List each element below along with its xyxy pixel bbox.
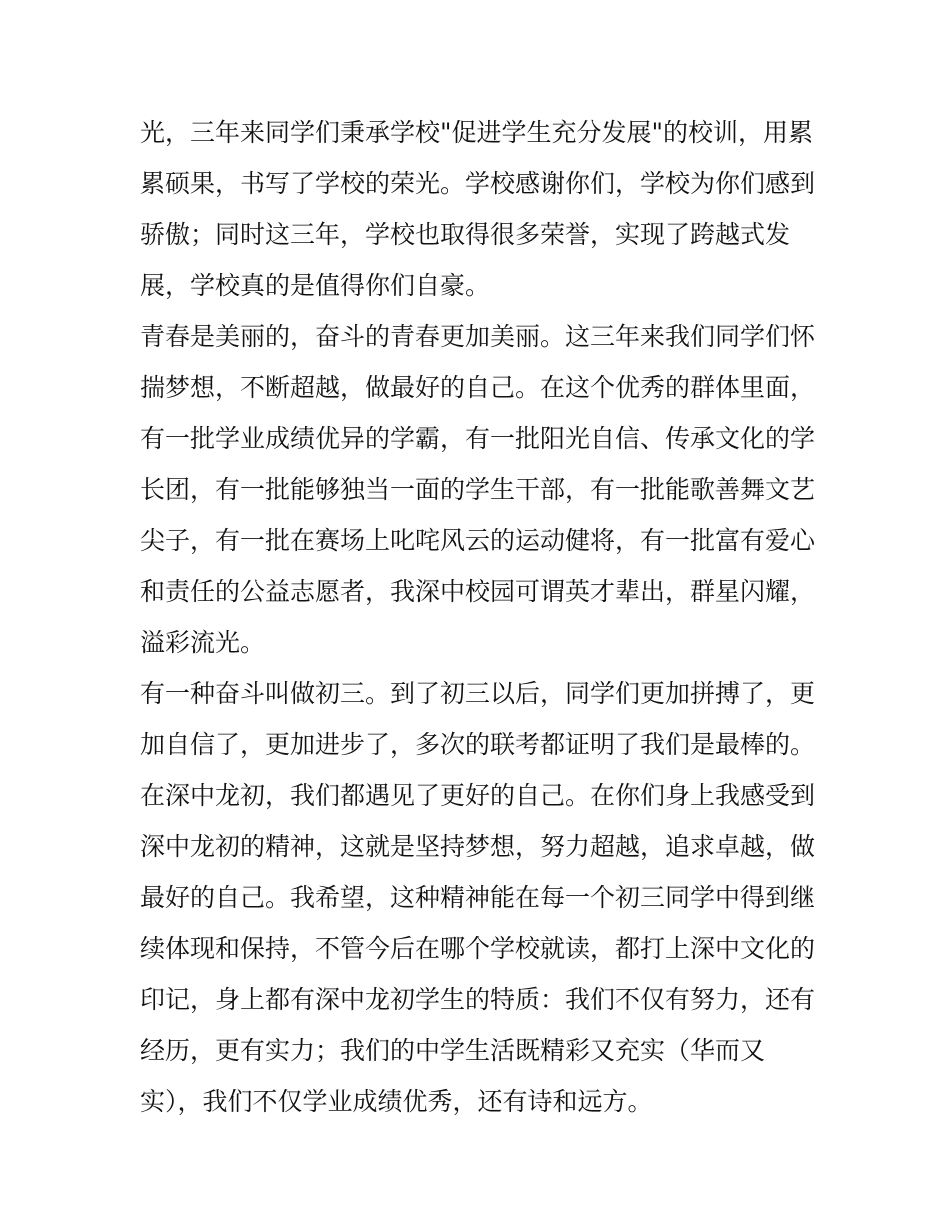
text-line: 深中龙初的精神，这就是坚持梦想，努力超越，追求卓越，做	[140, 832, 816, 861]
text-line: 在深中龙初，我们都遇见了更好的自己。在你们身上我感受到	[140, 781, 816, 810]
text-line: 加自信了，更加进步了，多次的联考都证明了我们是最棒的。	[140, 730, 816, 759]
text-line: 溢彩流光。	[140, 628, 266, 657]
text-line: 长团，有一批能够独当一面的学生干部，有一批能歌善舞文艺	[140, 475, 816, 504]
text-line: 光，三年来同学们秉承学校"促进学生充分发展"的校训，用累	[140, 118, 814, 147]
text-line: 展，学校真的是值得你们自豪。	[140, 271, 491, 300]
text-line: 有一批学业成绩优异的学霸，有一批阳光自信、传承文化的学	[140, 424, 816, 453]
body-text	[140, 107, 820, 1127]
text-line: 有一种奋斗叫做初三。到了初三以后，同学们更加拼搏了，更	[140, 679, 816, 708]
text-line: 累硕果，书写了学校的荣光。学校感谢你们，学校为你们感到	[140, 169, 816, 198]
text-line: 印记，身上都有深中龙初学生的特质：我们不仅有努力，还有	[140, 985, 816, 1014]
text-line: 最好的自己。我希望，这种精神能在每一个初三同学中得到继	[140, 883, 816, 912]
text-line: 经历，更有实力；我们的中学生活既精彩又充实（华而又	[140, 1036, 766, 1065]
text-line: 实），我们不仅学业成绩优秀，还有诗和远方。	[140, 1087, 653, 1116]
text-line: 骄傲；同时这三年，学校也取得很多荣誉，实现了跨越式发	[140, 220, 791, 249]
text-line: 和责任的公益志愿者，我深中校园可谓英才辈出，群星闪耀，	[140, 577, 816, 606]
text-line: 青春是美丽的，奋斗的青春更加美丽。这三年来我们同学们怀	[140, 322, 816, 351]
text-line: 续体现和保持，不管今后在哪个学校就读，都打上深中文化的	[140, 934, 816, 963]
text-line: 尖子，有一批在赛场上叱咤风云的运动健将，有一批富有爱心	[140, 526, 816, 555]
text-line: 揣梦想，不断超越，做最好的自己。在这个优秀的群体里面，	[140, 373, 816, 402]
